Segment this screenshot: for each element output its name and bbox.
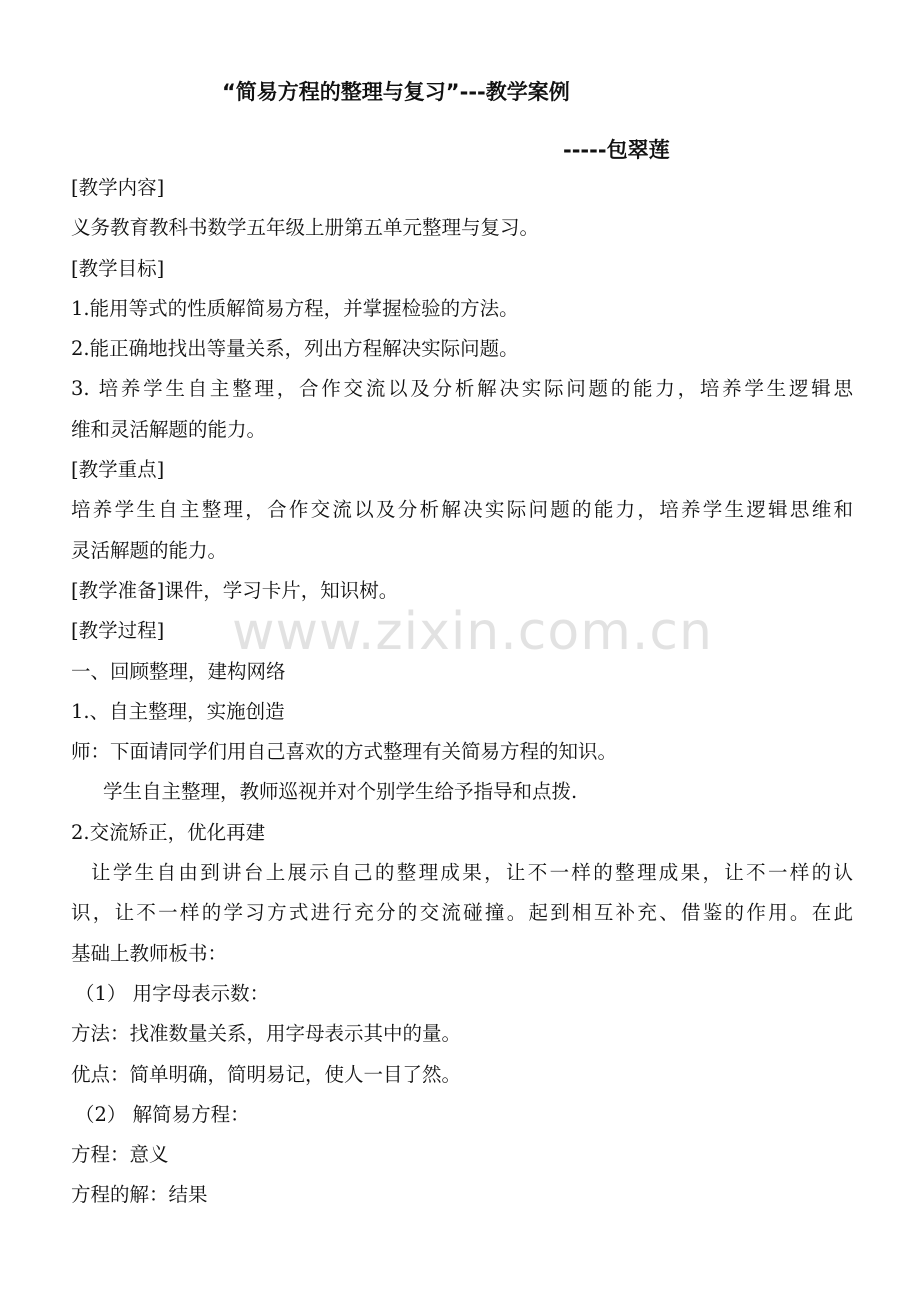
section-heading-process: [教学过程] <box>71 619 165 643</box>
subsection-heading: 1.、自主整理，实施创造 <box>71 699 285 723</box>
paragraph-line: 师：下面请同学们用自己喜欢的方式整理有关简易方程的知识。 <box>71 740 618 764</box>
goal-item-3-continued: 维和灵活解题的能力。 <box>71 417 267 441</box>
section-heading-content: [教学内容] <box>71 176 165 199</box>
document-body <box>71 168 853 1216</box>
paragraph-line: 方程：意义 <box>71 1143 169 1167</box>
document-author: -----包翠莲 <box>563 138 670 162</box>
goal-item-3: 3. 培养学生自主整理，合作交流以及分析解决实际问题的能力，培养学生逻辑思 <box>71 377 853 401</box>
list-item-heading: （1） 用字母表示数： <box>75 981 270 1005</box>
watermark: www.zixin.com.cn <box>232 602 713 662</box>
paragraph-line: 义务教育教科书数学五年级上册第五单元整理与复习。 <box>71 216 540 240</box>
subsection-heading: 一、回顾整理，建构网络 <box>71 659 286 683</box>
list-item-heading: （2） 解简易方程： <box>75 1102 250 1126</box>
section-heading-goals: [教学目标] <box>71 256 165 280</box>
paragraph-line: 培养学生自主整理，合作交流以及分析解决实际问题的能力，培养学生逻辑思维和 <box>71 498 853 522</box>
paragraph-line: 让学生自由到讲台上展示自己的整理成果，让不一样的整理成果，让不一样的认 <box>91 861 853 885</box>
section-heading-preparation: [教学准备]课件，学习卡片，知识树。 <box>71 578 399 602</box>
paragraph-line: 基础上教师板书： <box>71 941 228 965</box>
subsection-heading: 2.交流矫正，优化再建 <box>71 820 266 844</box>
goal-item-2: 2.能正确地找出等量关系，列出方程解决实际问题。 <box>71 337 519 361</box>
paragraph-line: 方程的解：结果 <box>71 1183 208 1207</box>
paragraph-line: 方法：找准数量关系，用字母表示其中的量。 <box>71 1022 462 1046</box>
section-heading-focus: [教学重点] <box>71 458 165 482</box>
paragraph-line: 灵活解题的能力。 <box>71 538 228 562</box>
document-title: “简易方程的整理与复习”---教学案例 <box>222 80 570 104</box>
paragraph-line: 优点：简单明确，简明易记，使人一目了然。 <box>71 1062 462 1086</box>
paragraph-line: 识，让不一样的学习方式进行充分的交流碰撞。起到相互补充、借鉴的作用。在此 <box>71 901 853 925</box>
goal-item-1: 1.能用等式的性质解简易方程，并掌握检验的方法。 <box>71 296 519 320</box>
paragraph-line: 学生自主整理，教师巡视并对个别学生给予指导和点拨. <box>103 780 578 804</box>
